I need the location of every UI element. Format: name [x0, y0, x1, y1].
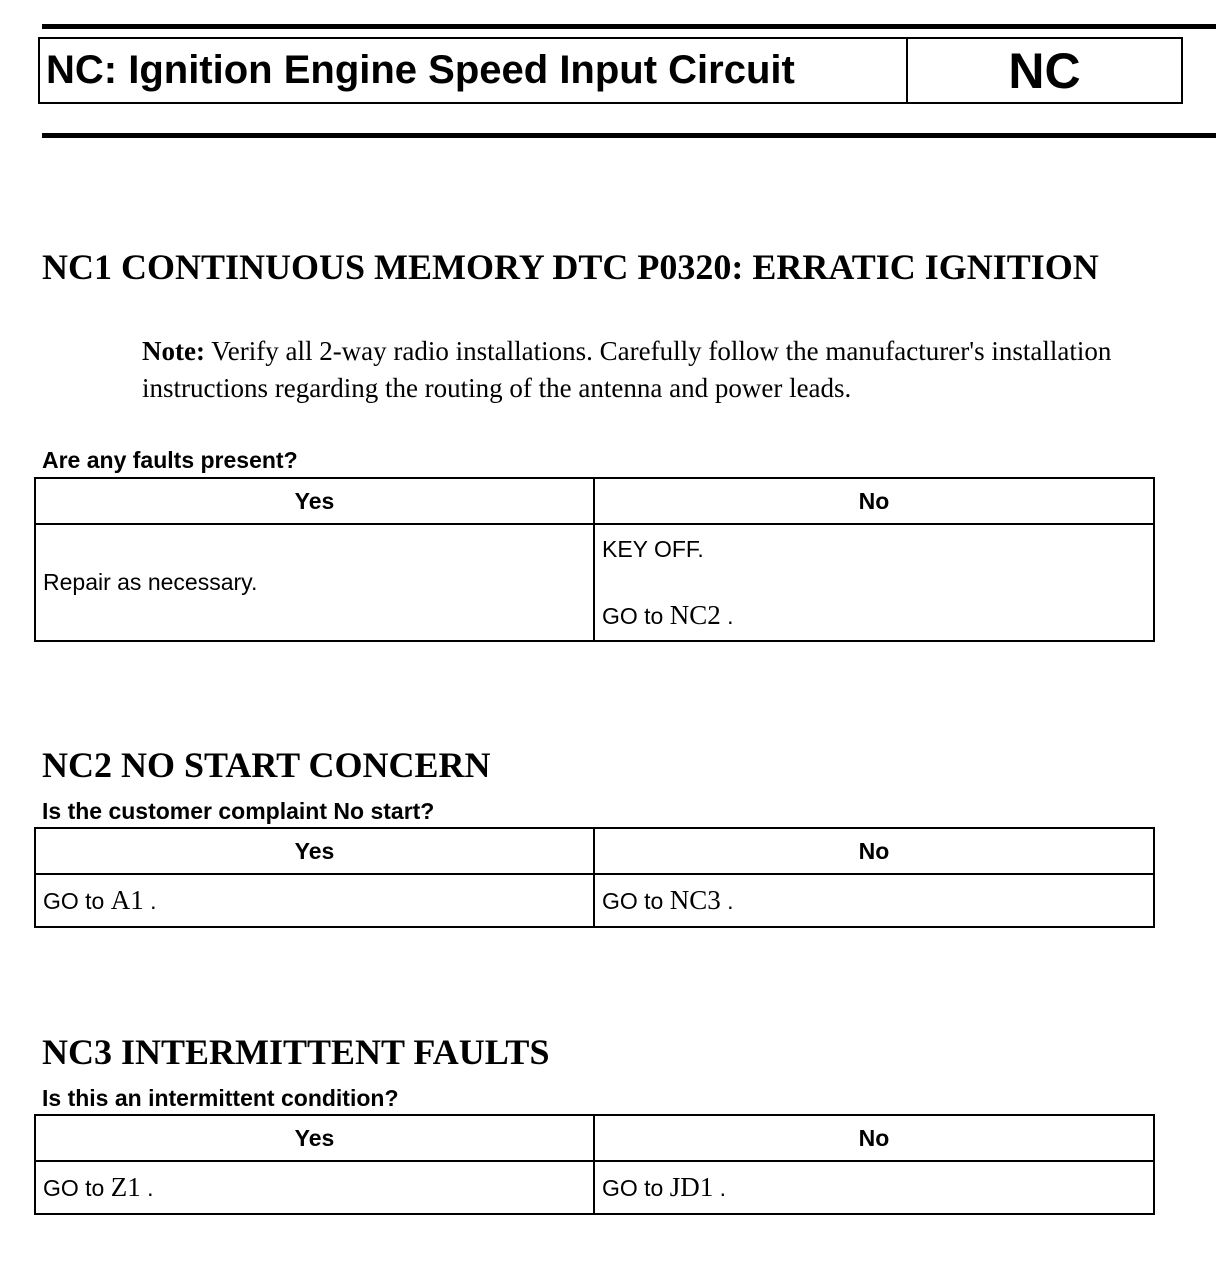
- nc3-no-cell[interactable]: [594, 1161, 1154, 1214]
- nc3-yes-cell[interactable]: [35, 1161, 594, 1214]
- goto-link-nc3[interactable]: NC3: [669, 885, 721, 915]
- nc2-table: [34, 827, 1155, 928]
- nc2-no-cell[interactable]: [594, 874, 1154, 927]
- nc1-question: Are any faults present?: [42, 447, 298, 473]
- goto-prefix: GO to: [43, 1175, 105, 1201]
- no-header: No: [594, 478, 1154, 524]
- goto-suffix: .: [727, 888, 734, 914]
- no-header: No: [594, 828, 1154, 874]
- section-code: NC: [1008, 42, 1081, 99]
- nc1-no-goto[interactable]: [602, 600, 1146, 631]
- title-box: [38, 37, 1183, 104]
- bottom-rule: [42, 133, 1216, 138]
- nc1-yes-cell: Repair as necessary.: [35, 524, 594, 641]
- yes-header: Yes: [35, 1115, 594, 1161]
- yes-header: Yes: [35, 828, 594, 874]
- note-label: Note:: [142, 336, 205, 366]
- key-off-text: KEY OFF.: [602, 536, 704, 562]
- goto-link-jd1[interactable]: JD1: [669, 1172, 714, 1202]
- nc3-table: [34, 1114, 1155, 1215]
- note-text: Verify all 2-way radio installations. Carefully follow the manufacturer's installation instructions regarding the routing of the antenna and power leads.: [142, 336, 1112, 403]
- nc1-no-cell: [594, 524, 1154, 641]
- goto-suffix: .: [727, 603, 734, 629]
- nc3-question: Is this an intermittent condition?: [42, 1085, 399, 1111]
- nc2-heading: NC2 NO START CONCERN: [42, 745, 491, 785]
- goto-link-z1[interactable]: Z1: [110, 1172, 141, 1202]
- top-rule: [42, 24, 1216, 29]
- nc1-note: [142, 333, 1202, 407]
- goto-suffix: .: [150, 888, 157, 914]
- no-header: No: [594, 1115, 1154, 1161]
- nc2-question: Is the customer complaint No start?: [42, 798, 435, 824]
- goto-prefix: GO to: [602, 888, 664, 914]
- yes-header: Yes: [35, 478, 594, 524]
- nc2-yes-cell[interactable]: [35, 874, 594, 927]
- goto-link-a1[interactable]: A1: [110, 885, 144, 915]
- goto-link-nc2[interactable]: NC2: [669, 600, 721, 630]
- nc3-heading: NC3 INTERMITTENT FAULTS: [42, 1032, 550, 1072]
- goto-suffix: .: [147, 1175, 154, 1201]
- goto-prefix: GO to: [602, 603, 664, 629]
- nc1-table: [34, 477, 1155, 642]
- goto-prefix: GO to: [43, 888, 105, 914]
- page-title: NC: Ignition Engine Speed Input Circuit: [40, 39, 908, 102]
- goto-suffix: .: [719, 1175, 727, 1201]
- goto-prefix: GO to: [602, 1175, 664, 1201]
- nc1-heading: NC1 CONTINUOUS MEMORY DTC P0320: ERRATIC IGNITION: [42, 247, 1099, 287]
